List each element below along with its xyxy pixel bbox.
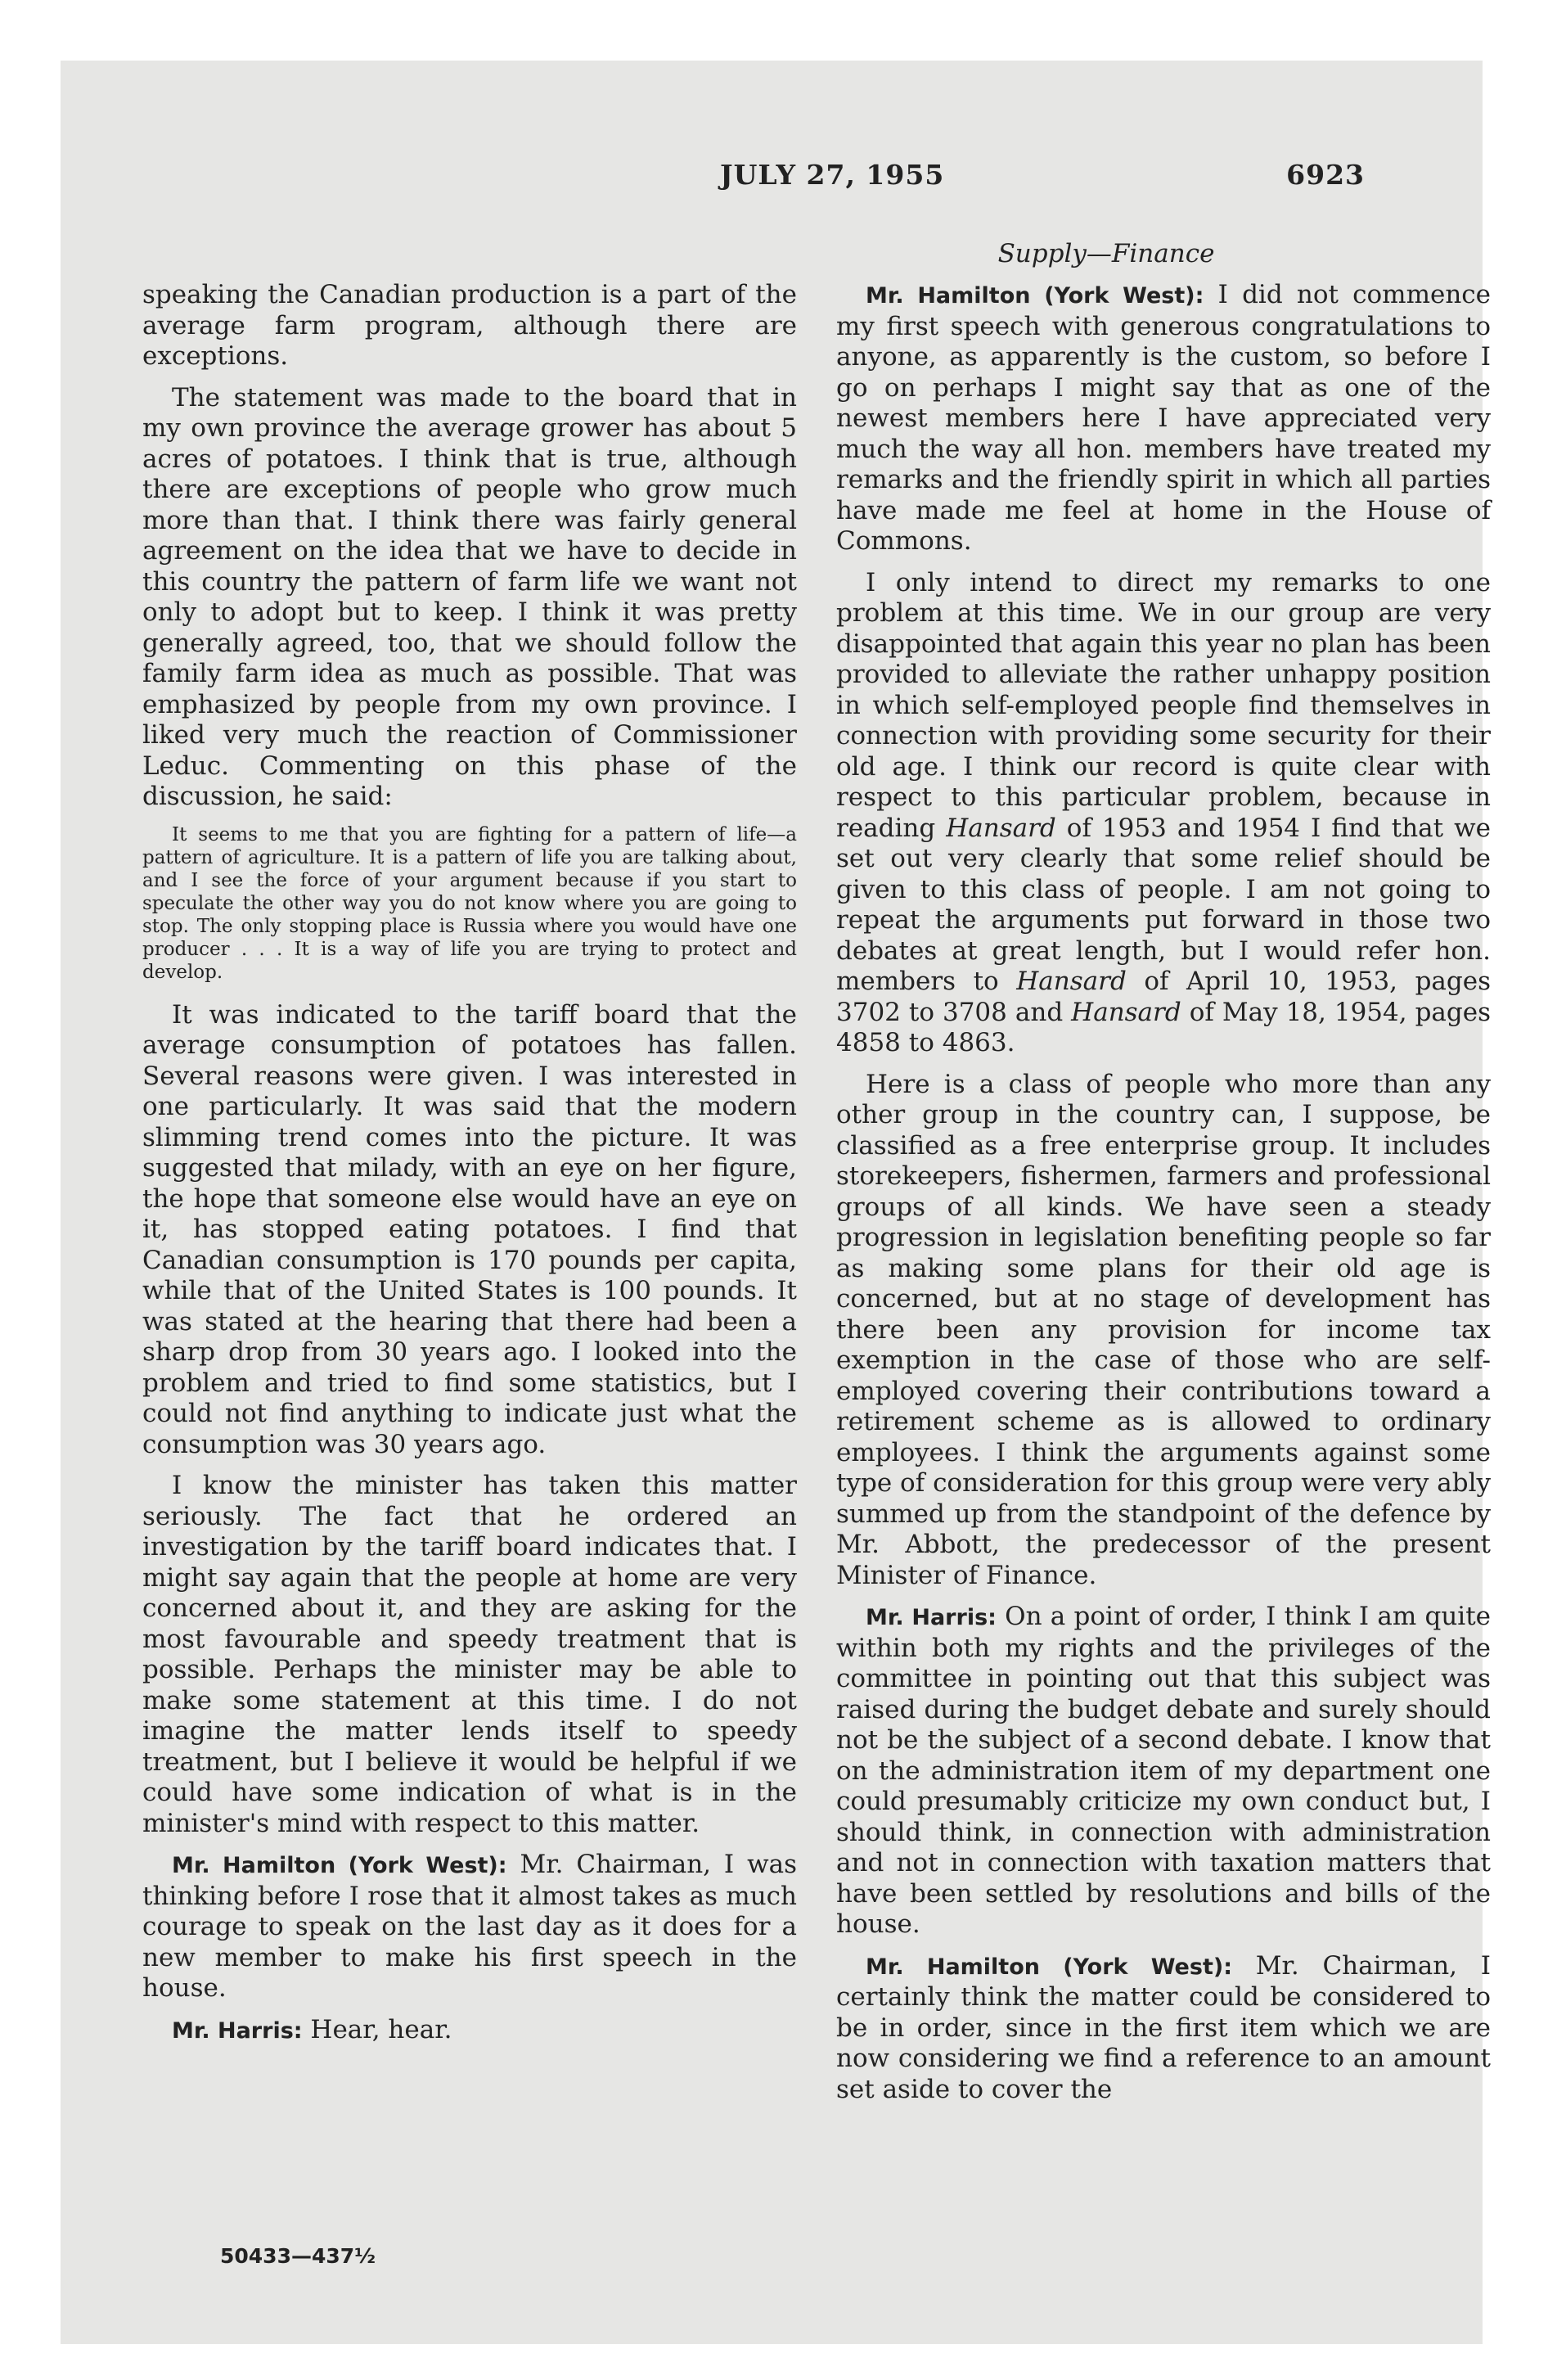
speech-text: Mr. Chairman, I certainly think the matter could be considered to be in order, since in the first item which we are now considering we find a reference to an amount set aside to cover the bbox=[836, 1950, 1491, 2104]
text-run: I only intend to direct my remarks to one problem at this time. We in our group are very disappointed that again this year no plan has been provided to alleviate the rather unhappy position in which self-employed people find themselves in connection with providing some security for their old age. I think our record is quite clear with respect to this particular problem, because in reading bbox=[836, 567, 1491, 843]
paragraph: I know the minister has taken this matter seriously. The fact that he ordered an investigation by the tariff board indicates that. I might say again that the people at home are very concerned about it, and they are asking for the most favourable and speedy treatment that is possible. Perhaps the minister may be able to make some statement at this time. I do not imagine the matter lends itself to speedy treatment, but I believe it would be helpful if we could have some indication of what is in the minister's mind with respect to this matter. bbox=[142, 1471, 797, 1838]
speech-paragraph bbox=[836, 1951, 1491, 2106]
speech-text: Mr. Chairman, I was thinking before I rose that it almost takes as much courage to speak on the last day as it does for a new member to make his first speech in the house. bbox=[142, 1850, 797, 2003]
speech-text: Hear, hear. bbox=[310, 2014, 452, 2044]
scanned-page bbox=[61, 61, 1492, 2344]
speaker-name: Mr. Hamilton (York West): bbox=[172, 1853, 507, 1878]
speech-text: On a point of order, I think I am quite within both my rights and the privileges of the committee in pointing out that this subject was raised during the budget debate and surely should not be the subject of a second debate. I know that on the administration item of my department one could presumably criticize my own conduct but, I should think, in connection with administration and not in connection with taxation matters that have been settled by resolutions and bills of the house. bbox=[836, 1602, 1491, 1939]
speech-paragraph bbox=[836, 1602, 1491, 1941]
text-run: of 1953 and 1954 I find that we set out very clearly that some relief should be given to this class of people. I am not going to repeat the arguments put forward in those two debates at great length, but I would refer hon. members to bbox=[836, 813, 1492, 996]
hansard-reference: Hansard bbox=[946, 813, 1056, 843]
page-number: 6923 bbox=[1286, 159, 1365, 191]
speaker-name: Mr. Hamilton (York West): bbox=[866, 1954, 1232, 1980]
paragraph: It was indicated to the tariff board that the average consumption of potatoes has fallen. Several reasons were given. I was interested in one particularly. It was said that the modern slimming trend comes into the picture. It was suggested that milady, with an eye on her figure, the hope that someone else would have an eye on it, has stopped eating potatoes. I find that Canadian consumption is 170 pounds per capita, while that of the United States is 100 pounds. It was stated at the hearing that there had been a sharp drop from 30 years ago. I looked into the problem and tried to find some statistics, but I could not find anything to indicate just what the consumption was 30 years ago. bbox=[142, 999, 797, 1459]
paragraph: speaking the Canadian production is a part of the average farm program, although there are exceptions. bbox=[142, 280, 797, 371]
paragraph bbox=[836, 568, 1491, 1059]
speech-text: I did not commence my first speech with generous congratulations to anyone, as apparently is the custom, so before I go on perhaps I might say that as one of the newest members here I have appreciated very much the way all hon. members have treated my remarks and the friendly spirit in which all parties have made me feel at home in the House of Commons. bbox=[836, 280, 1491, 556]
paragraph: Here is a class of people who more than any other group in the country can, I suppose, be classified as a free enterprise group. It includes storekeepers, fishermen, farmers and professional groups of all kinds. We have seen a steady progression in legislation benefiting people so far as making some plans for their old age is concerned, but at no stage of development has there been any provision for income tax exemption in the case of those who are self-employed covering their contributions toward a retirement scheme as is allowed to ordinary employees. I think the arguments against some type of consideration for this group were very ably summed up from the standpoint of the defence by Mr. Abbott, the predecessor of the present Minister of Finance. bbox=[836, 1069, 1491, 1590]
text-run: of April 10, 1953, pages 3702 to 3708 and bbox=[836, 967, 1492, 1027]
page-date: JULY 27, 1955 bbox=[720, 159, 945, 191]
right-column bbox=[836, 280, 1491, 2116]
text-run: of May 18, 1954, pages 4858 to 4863. bbox=[836, 997, 1492, 1057]
block-quote: It seems to me that you are fighting for a pattern of life—a pattern of agriculture. It is a pattern of life you are talking about, and I see the force of your argument because if you start to speculate the other way you do not know where you are going to stop. The only stopping place is Russia where you would have one producer . . . It is a way of life you are trying to protect and develop. bbox=[142, 823, 797, 983]
section-heading: Supply—Finance bbox=[997, 239, 1215, 268]
left-column bbox=[142, 280, 797, 2057]
hansard-reference: Hansard bbox=[1016, 967, 1127, 996]
paragraph: The statement was made to the board that in my own province the average grower has about 5 acres of potatoes. I think that is true, although there are exceptions of people who grow much more than that. I think there was fairly general agreement on the idea that we have to decide in this country the pattern of farm life we want not only to adopt but to keep. I think it was pretty generally agreed, too, that we should follow the family farm idea as much as possible. That was emphasized by people from my own province. I liked very much the reaction of Commissioner Leduc. Commenting on this phase of the discussion, he said: bbox=[142, 382, 797, 811]
speaker-name: Mr. Harris: bbox=[172, 2017, 303, 2044]
speech-paragraph bbox=[836, 280, 1491, 557]
speaker-name: Mr. Harris: bbox=[866, 1605, 997, 1630]
speech-paragraph bbox=[142, 1850, 797, 2004]
print-code: 50433—437½ bbox=[220, 2244, 376, 2268]
speaker-name: Mr. Hamilton (York West): bbox=[866, 283, 1204, 309]
speech-paragraph bbox=[142, 2015, 797, 2047]
hansard-reference: Hansard bbox=[1071, 997, 1181, 1027]
